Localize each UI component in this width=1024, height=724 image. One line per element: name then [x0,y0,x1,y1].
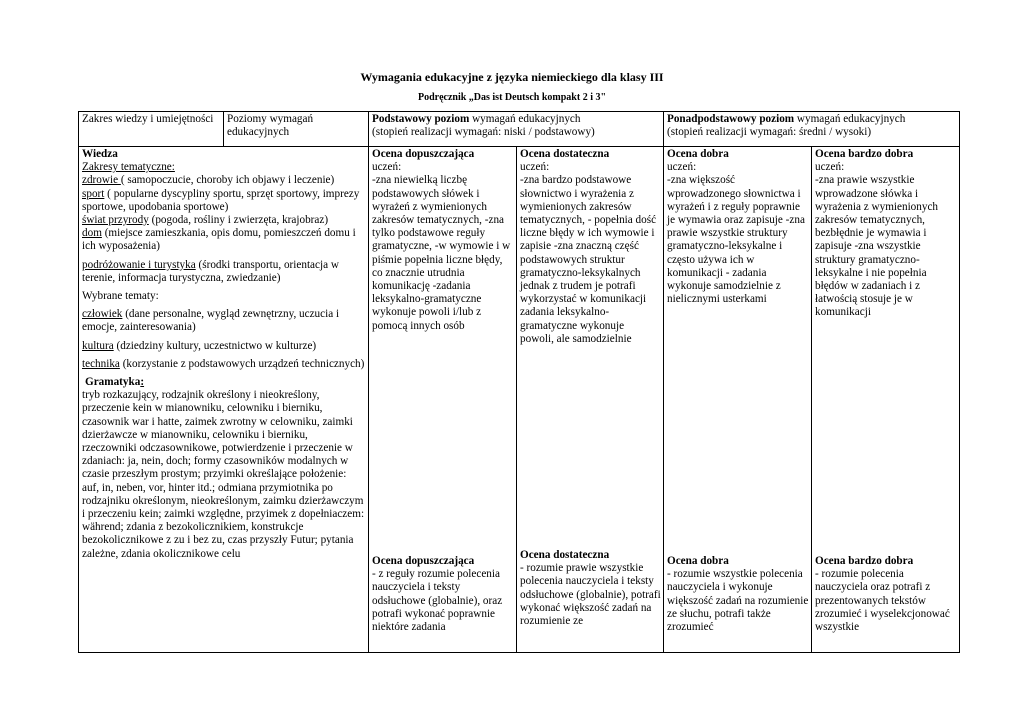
scope-grammar-heading-text: Gramatyka [85,376,141,389]
topic-dom-term: dom [82,227,102,240]
topic-sport-text: ( popularne dyscypliny sportu, sprzęt sportowy, imprezy sportowe, upodobania sportowe) [82,187,360,213]
topic-kultura-text: (dziedziny kultury, uczestnictwo w kulturze) [113,339,317,352]
grade-db-top-text: -zna większość wprowadzonego słownictwa i wyrażeń i z reguły poprawnie je wymawia oraz zapisuje -zna prawie wszystkie struktury gramatyczno-leksykalne i często używa ich w komunikacji - zadania wykonuje samodzielnie z nielicznymi usterkami [667,174,805,306]
grade-dop-bot-text: - z reguły rozumie polecenia nauczyciela i teksty odsłuchowe (globalnie), oraz potrafi wykonać poprawnie niektóre zadania [372,568,503,634]
grade-col-dobra [663,146,812,653]
header-basic-level-rest: wymagań edukacyjnych [469,113,581,125]
topic-dom [82,227,365,253]
scope-grammar-text: tryb rozkazujący, rodzajnik określony i nieokreślony, przeczenie kein w mianowniku, celowniku i bierniku, czasownik war i hatte, zaimek zwrotny w celowniku, zaimki dzierżawcze w mianowniku, celowniku i bierniku, rzeczowniki odczasownikowe, potwierdzenie i przeczenie w zdaniach: ja, nein, doch; formy czasowników modalnych w czasie przeszłym prostym; przyimki określające położenie: auf, in, neben, vor, hinter itd.; odmiana przymiotnika po rodzajniku określonym, nieokreślonym, zaimku dzierżawczym i przeczeniu kein; zaimki względne, przyimek z dopełniaczem: während; zdania z bezokolicznikiem, konstrukcje bezokolicznikowe z zu i bez zu, czas przyszły Futur; pytania zależne, zdania okolicznikowe celu [82,389,365,560]
topic-podroz-term: podróżowanie i turystyka [82,258,196,271]
topic-swiat-term: świat przyrody [82,214,149,227]
grade-dop-bottom [372,555,514,634]
header-basic-level-sub: (stopień realizacji wymagań: niski / podstawowy) [372,126,595,139]
grade-db-bottom [667,555,809,634]
grade-bdb-bot-head: Ocena bardzo dobra [815,555,914,567]
scope-grammar-heading [82,376,365,389]
topic-zdrowie-term: zdrowie [82,174,121,187]
topic-czlowiek [82,308,365,334]
grade-db-bot-text: - rozumie wszystkie polecenia nauczyciela i wykonuje większość zadań na rozumienie ze słuchu, potrafi także zrozumieć [667,568,809,634]
grade-db-top-uczen: uczeń: [667,161,697,174]
document-subtitle: Podręcznik „Das ist Deutsch kompakt 2 i 3" [417,92,607,103]
topic-czlowiek-term: człowiek [82,308,123,321]
header-basic-level-bold: Podstawowy poziom [372,113,470,125]
scope-selected-label: Wybrane tematy: [82,290,159,303]
header-levels: Poziomy wymagań edukacyjnych [223,111,369,147]
document-title: Wymagania edukacyjne z języka niemieckiego dla klasy III [360,70,664,84]
grade-dost-bottom [520,549,661,628]
grade-dop-bot-head: Ocena dopuszczająca [372,555,475,567]
grade-bdb-top-uczen: uczeń: [815,161,845,174]
grade-bdb-bot-text: - rozumie polecenia nauczyciela oraz potrafi z prezentowanych tekstów zrozumieć i wyselekcjonować wszystkie [815,568,950,634]
grade-dost-top-uczen: uczeń: [520,161,550,174]
grade-bdb-bottom [815,555,957,634]
grade-dost-top-head: Ocena dostateczna [520,148,610,160]
scope-topics-label: Zakresy tematyczne: [82,161,175,174]
requirements-table [78,111,960,653]
topic-sport-term: sport [82,187,105,200]
topic-technika-text: (korzystanie z podstawowych urządzeń technicznych) [119,357,365,370]
grade-bdb-top-head: Ocena bardzo dobra [815,148,914,160]
header-basic-level [368,111,664,147]
grade-bdb-top-text: -zna prawie wszystkie wprowadzone słówka i wyrażenia z wymienionych zakresów tematycznych, bezbłędnie je wymawia i zapisuje -zna wszystkie struktury gramatyczno-leksykalne i nie popełnia błędów w zadaniach i z łatwością stosuje je w komunikacji [815,174,939,319]
scope-wiedza-heading: Wiedza [82,148,118,160]
topic-technika-term: technika [82,357,120,370]
topic-kultura-term: kultura [82,339,114,352]
topic-zdrowie [82,174,365,187]
grade-dost-top-text: -zna bardzo podstawowe słownictwo i wyrażenia z wymienionych zakresów tematycznych, - popełnia dość liczne błędy w ich wymowie i zapisie -zna znaczną część podstawowych struktur gramatyczno-leksykalnych jednak z trudem je potrafi wykorzystać w komunikacji zadania leksykalno-gramatyczne wykonuje powoli, ale samodzielnie [520,174,657,345]
scope-cell [78,146,369,653]
header-advanced-level [663,111,960,147]
topic-zdrowie-text: ( samopoczucie, choroby ich objawy i leczenie) [120,174,335,187]
header-advanced-level-bold: Ponadpodstawowy poziom [667,113,795,125]
grade-dop-top-head: Ocena dopuszczająca [372,148,475,160]
grade-col-bardzo-dobra [811,146,960,653]
grade-db-top-head: Ocena dobra [667,148,729,160]
grade-dost-bot-text: - rozumie prawie wszystkie polecenia nauczyciela i teksty odsłuchowe (globalnie), potrafi wykonać większość zadań na rozumienie ze [520,562,661,628]
grade-col-dostateczna [516,146,664,653]
header-scope: Zakres wiedzy i umiejętności [78,111,224,147]
grade-dost-bot-head: Ocena dostateczna [520,549,610,561]
topic-czlowiek-text: (dane personalne, wygląd zewnętrzny, uczucia i emocje, zainteresowania) [82,308,340,334]
header-advanced-level-sub: (stopień realizacji wymagań: średni / wysoki) [667,126,872,139]
grade-dop-top-uczen: uczeń: [372,161,402,174]
topic-swiat [82,214,365,227]
topic-podroz-text: (środki transportu, orientacja w terenie, informacja turystyczna, zwiedzanie) [82,258,339,284]
grade-dop-top-text: -zna niewielką liczbę podstawowych słówek i wyrażeń z wymienionych zakresów tematycznych, -zna tylko podstawowe reguły gramatyczne, -w wymowie i w piśmie popełnia liczne błędy, co znacznie utrudnia komunikację -zadania leksykalno-gramatyczne wykonuje powoli i/lub z pomocą innych osób [372,174,511,332]
topic-podroz [82,259,365,285]
topic-technika [82,358,365,371]
topic-swiat-text: (pogoda, rośliny i zwierzęta, krajobraz) [148,214,329,227]
scope-grammar-heading-colon: : [140,376,145,389]
topic-sport [82,188,365,214]
grade-db-bot-head: Ocena dobra [667,555,729,567]
topic-dom-text: (miejsce zamieszkania, opis domu, pomieszczeń domu i ich wyposażenia) [82,227,356,253]
grade-col-dopuszczajaca [368,146,517,653]
topic-kultura [82,340,365,353]
header-advanced-level-rest: wymagań edukacyjnych [794,113,906,125]
